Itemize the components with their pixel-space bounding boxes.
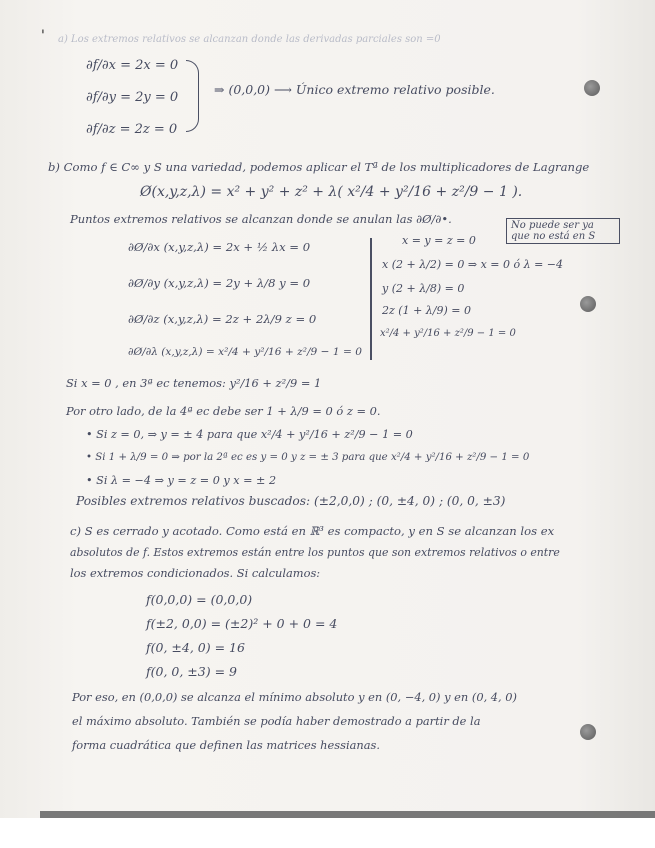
part-c-conclusion-1: Por eso, en (0,0,0) se alcanza el mínimo absoluto y en (0, −4, 0) y en (0, 4, 0)	[72, 690, 517, 704]
part-a-conclusion: ⇒ (0,0,0) ⟶ Único extremo relativo posible.	[214, 82, 495, 97]
part-c-line-1: c) S es cerrado y acotado. Como está en ℝ³ es compacto, y en S se alcanzan los ex	[70, 524, 555, 538]
part-b-intro: b) Como f ∈ C∞ y S una variedad, podemos aplicar el Tª de los multiplicadores de Lagrange	[48, 160, 590, 174]
punch-hole-icon	[580, 724, 596, 740]
part-b-r3: y (2 + λ/8) = 0	[382, 282, 465, 295]
part-c-conclusion-2: el máximo absoluto. También se podía haber demostrado a partir de la	[72, 714, 481, 728]
part-b-bullet-z0: • Si z = 0, ⇒ y = ± 4 para que x²/4 + y²/16 + z²/9 − 1 = 0	[86, 428, 413, 441]
part-b-eq-y: ∂Ø/∂y (x,y,z,λ) = 2y + λ/8 y = 0	[128, 276, 311, 290]
part-b-bullet-lambda4: • Si λ = −4 ⇒ y = z = 0 y x = ± 2	[86, 474, 277, 487]
part-c-line-2: absolutos de f. Estos extremos están entre los puntos que son extremos relativos o entre	[70, 546, 560, 559]
part-c-value-x: f(±2, 0,0) = (±2)² + 0 + 0 = 4	[146, 616, 338, 631]
part-b-bullet-lambda9: • Si 1 + λ/9 = 0 ⇒ por la 2ª ec es y = 0 y z = ± 3 para que x²/4 + y²/16 + z²/9 − 1 = 0	[86, 452, 530, 463]
part-a-eq-y: ∂f/∂y = 2y = 0	[86, 90, 179, 105]
part-a-eq-x: ∂f/∂x = 2x = 0	[86, 58, 179, 73]
divider-line	[370, 238, 372, 360]
part-b-r1-note: No puede ser ya que no está en S	[506, 218, 620, 244]
punch-hole-icon	[584, 80, 600, 96]
part-c-value-y: f(0, ±4, 0) = 16	[146, 640, 245, 655]
part-c-value-z: f(0, 0, ±3) = 9	[146, 664, 237, 679]
part-b-case-other: Por otro lado, de la 4ª ec debe ser 1 + λ/9 = 0 ó z = 0.	[66, 404, 381, 418]
part-c-line-3: los extremos condicionados. Si calculamos:	[70, 566, 321, 580]
part-b-candidates: Posibles extremos relativos buscados: (±2,0,0) ; (0, ±4, 0) ; (0, 0, ±3)	[76, 494, 506, 508]
punch-hole-icon	[580, 296, 596, 312]
scan-margin	[0, 818, 655, 848]
part-b-eq-x: ∂Ø/∂x (x,y,z,λ) = 2x + ½ λx = 0	[128, 240, 311, 254]
margin-mark: '	[41, 28, 45, 44]
part-b-r4: 2z (1 + λ/9) = 0	[382, 304, 471, 317]
brace-icon	[186, 60, 199, 132]
part-b-search: Puntos extremos relativos se alcanzan donde se anulan las ∂Ø/∂•.	[70, 212, 452, 226]
part-a-heading: a) Los extremos relativos se alcanzan donde las derivadas parciales son =0	[58, 34, 441, 45]
part-b-case-x0: Si x = 0 , en 3ª ec tenemos: y²/16 + z²/9 = 1	[66, 376, 322, 390]
part-b-eq-lambda: ∂Ø/∂λ (x,y,z,λ) = x²/4 + y²/16 + z²/9 − 1 = 0	[128, 346, 362, 358]
part-b-eq-z: ∂Ø/∂z (x,y,z,λ) = 2z + 2λ/9 z = 0	[128, 312, 317, 326]
part-c-value-origin: f(0,0,0) = (0,0,0)	[146, 592, 253, 607]
part-a-eq-z: ∂f/∂z = 2z = 0	[86, 122, 178, 137]
part-b-r1: x = y = z = 0	[402, 234, 476, 247]
part-c-conclusion-3: forma cuadrática que definen las matrices hessianas.	[72, 738, 380, 752]
part-b-lagrangian: Ø(x,y,z,λ) = x² + y² + z² + λ( x²/4 + y²/16 + z²/9 − 1 ).	[140, 184, 523, 200]
part-b-r5: x²/4 + y²/16 + z²/9 − 1 = 0	[380, 328, 516, 339]
part-b-r2: x (2 + λ/2) = 0 ⇒ x = 0 ó λ = −4	[382, 258, 564, 271]
page-edge-shadow	[40, 811, 655, 818]
